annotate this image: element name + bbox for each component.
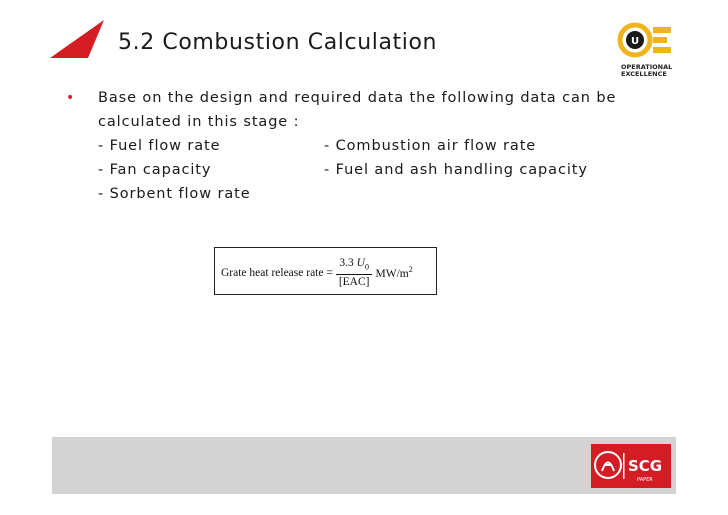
slide-title: 5.2 Combustion Calculation <box>118 30 438 55</box>
formula <box>221 256 413 289</box>
list-item-fuel-ash-handling: - Fuel and ash handling capacity <box>324 162 588 178</box>
formula-unit <box>376 265 413 280</box>
bullet-block <box>66 86 658 206</box>
oe-logo-icon <box>615 20 677 58</box>
formula-lhs: Grate heat release rate = <box>221 266 333 279</box>
formula-numerator <box>336 256 372 275</box>
formula-unit-exponent: 2 <box>408 265 413 275</box>
bullet-marker: • <box>66 90 76 106</box>
formula-box <box>214 247 437 295</box>
scg-sub-text: PAPER <box>637 477 653 483</box>
oe-badge-letter: U <box>630 36 640 47</box>
formula-subscript: 0 <box>364 262 369 272</box>
formula-variable: U <box>356 257 365 269</box>
bullet-item <box>66 86 658 134</box>
list-row <box>66 134 658 158</box>
list-item-sorbent-flow: - Sorbent flow rate <box>98 186 251 202</box>
operational-excellence-logo <box>615 20 685 78</box>
formula-unit-base: MW/m <box>375 268 409 281</box>
list-row <box>66 158 658 182</box>
oe-caption-line2: EXCELLENCE <box>621 70 667 78</box>
formula-coefficient: 3.3 <box>339 257 354 269</box>
scg-logo <box>591 444 671 488</box>
formula-denominator: [EAC] <box>338 276 370 289</box>
list-item-fan-capacity: - Fan capacity <box>98 162 212 178</box>
list-row <box>66 182 658 206</box>
red-accent-shape <box>50 18 106 60</box>
list-item-combustion-air: - Combustion air flow rate <box>324 138 537 154</box>
bullet-text: Base on the design and required data the following data can be calculated in this stage : <box>98 90 617 130</box>
footer-bar <box>52 437 676 494</box>
oe-caption <box>621 64 685 78</box>
list-item-fuel-flow: - Fuel flow rate <box>98 138 221 154</box>
oe-caption-line1: OPERATIONAL <box>621 63 673 71</box>
formula-fraction <box>336 256 373 289</box>
scg-text: SCG <box>628 457 663 475</box>
